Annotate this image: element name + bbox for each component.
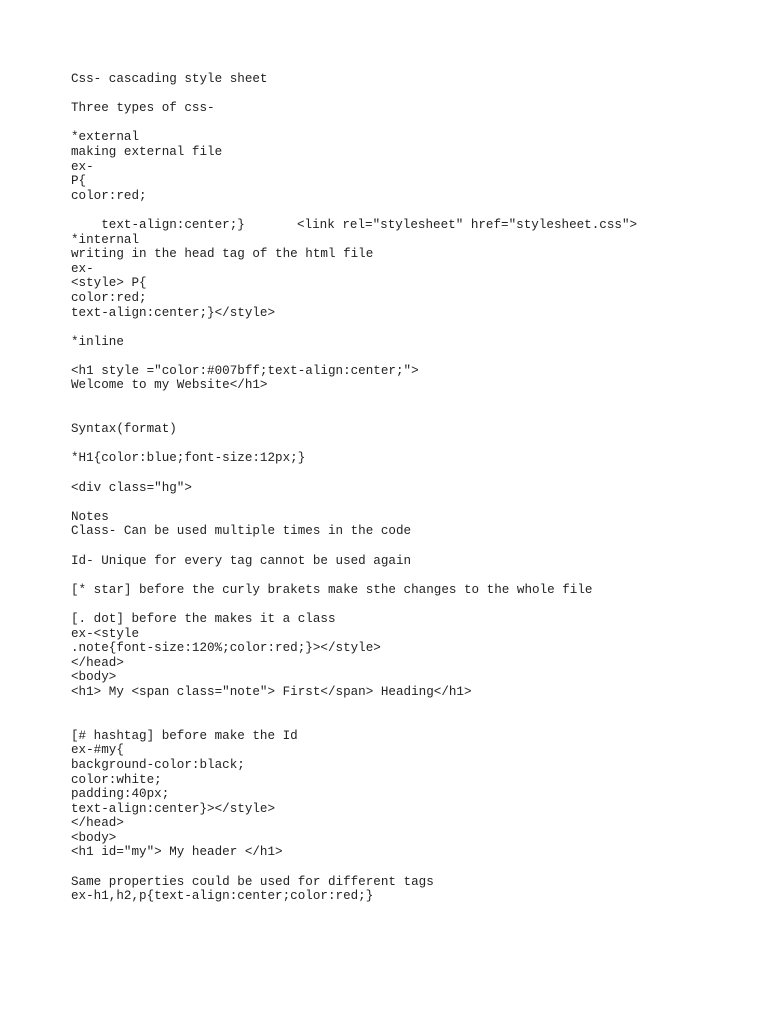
blank-line bbox=[71, 860, 751, 875]
blank-line bbox=[71, 320, 751, 335]
code-line: P{ bbox=[71, 174, 87, 189]
code-fragment: text-align:center;} bbox=[101, 217, 245, 232]
code-line: background-color:black; bbox=[71, 757, 245, 772]
text-line: [# hashtag] before make the Id bbox=[71, 728, 298, 743]
text-line: Class- Can be used multiple times in the code bbox=[71, 524, 412, 539]
text-line: Same properties could be used for different tags bbox=[71, 874, 434, 889]
text-line: Id- Unique for every tag cannot be used again bbox=[71, 553, 412, 568]
code-line: <div class="hg"> bbox=[71, 480, 192, 495]
section-heading-internal: *internal bbox=[71, 232, 140, 247]
code-line: color:red; bbox=[71, 188, 147, 203]
code-line: *H1{color:blue;font-size:12px;} bbox=[71, 451, 306, 466]
code-line: .note{font-size:120%;color:red;}></style> bbox=[71, 641, 381, 656]
text-line: making external file bbox=[71, 144, 223, 159]
text-line: Three types of css- bbox=[71, 101, 215, 116]
code-line: Welcome to my Website</h1> bbox=[71, 378, 268, 393]
code-line bbox=[71, 203, 751, 232]
section-heading-notes: Notes bbox=[71, 509, 109, 524]
code-line: text-align:center;}</style> bbox=[71, 305, 276, 320]
title-line: Css- cascading style sheet bbox=[71, 72, 268, 86]
code-line: <h1 id="my"> My header </h1> bbox=[71, 845, 283, 860]
code-line: <h1> My <span class="note"> First</span> Heading</h1> bbox=[71, 684, 472, 699]
text-line: [. dot] before the makes it a class bbox=[71, 611, 336, 626]
code-line: padding:40px; bbox=[71, 787, 170, 802]
code-line: color:white; bbox=[71, 772, 162, 787]
blank-line bbox=[71, 437, 751, 452]
code-line: </head> bbox=[71, 655, 124, 670]
blank-line bbox=[71, 466, 751, 481]
code-line: ex-<style bbox=[71, 626, 140, 641]
code-line: text-align:center}></style> bbox=[71, 801, 276, 816]
blank-line bbox=[71, 597, 751, 612]
blank-line bbox=[71, 568, 751, 583]
blank-line bbox=[71, 349, 751, 364]
section-heading-syntax: Syntax(format) bbox=[71, 422, 177, 437]
document-page bbox=[71, 72, 751, 904]
code-line: <body> bbox=[71, 830, 117, 845]
blank-line bbox=[71, 495, 751, 510]
text-line: ex- bbox=[71, 159, 94, 174]
text-line: ex- bbox=[71, 261, 94, 276]
section-heading-inline: *inline bbox=[71, 334, 124, 349]
code-line: ex-h1,h2,p{text-align:center;color:red;} bbox=[71, 889, 374, 904]
blank-line bbox=[71, 393, 751, 422]
blank-line bbox=[71, 87, 751, 102]
code-line: color:red; bbox=[71, 290, 147, 305]
code-line: <body> bbox=[71, 670, 117, 685]
link-tag-example: <link rel="stylesheet" href="stylesheet.css"> bbox=[297, 217, 638, 232]
text-line: writing in the head tag of the html file bbox=[71, 247, 374, 262]
section-heading-external: *external bbox=[71, 130, 140, 145]
code-line: </head> bbox=[71, 816, 124, 831]
code-line: <h1 style ="color:#007bff;text-align:center;"> bbox=[71, 363, 419, 378]
text-line: [* star] before the curly brakets make sthe changes to the whole file bbox=[71, 582, 593, 597]
blank-line bbox=[71, 539, 751, 554]
code-line: ex-#my{ bbox=[71, 743, 124, 758]
blank-line bbox=[71, 116, 751, 131]
blank-line bbox=[71, 700, 751, 729]
code-line: <style> P{ bbox=[71, 276, 147, 291]
